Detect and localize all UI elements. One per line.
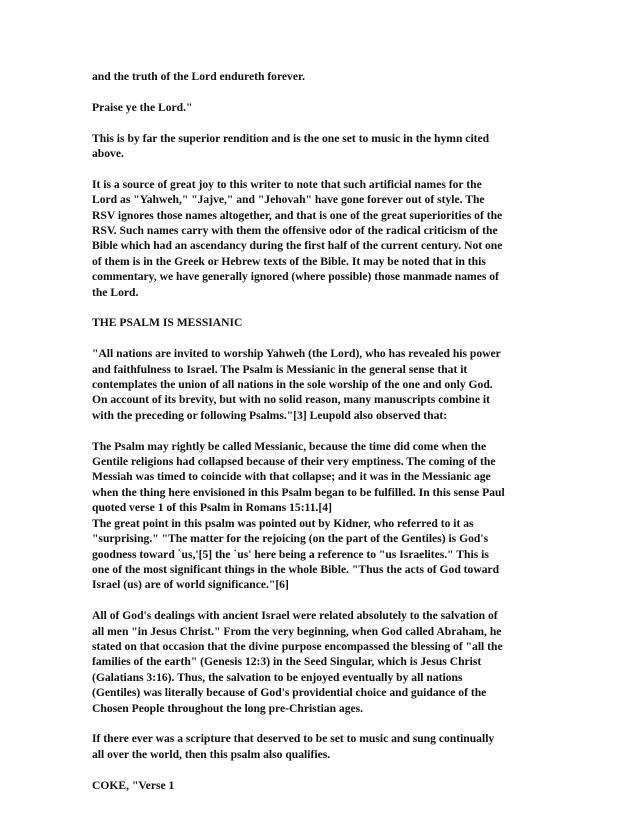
- text-line: All of God's dealings with ancient Israel were related absolutely to the salvation of: [92, 609, 498, 623]
- text-line: "surprising." "The matter for the rejoicing (on the part of the Gentiles) is God's: [92, 532, 489, 546]
- paragraph-p3: [92, 131, 547, 162]
- text-line: of them is in the Greek or Hebrew texts of the Bible. It may be noted that in this: [92, 254, 486, 268]
- text-line: with the preceding or following Psalms."[3] Leupold also observed that:: [92, 408, 448, 422]
- paragraph-p8: [92, 516, 547, 593]
- text-line: one of the most significant things in the whole Bible. "Thus the acts of God toward: [92, 562, 500, 576]
- text-line: This is by far the superior rendition and is the one set to music in the hymn cited: [92, 131, 490, 145]
- paragraph-p10: [92, 731, 547, 762]
- text-line: COKE, "Verse 1: [92, 778, 175, 792]
- paragraph-p9: [92, 608, 547, 716]
- text-line: goodness toward `us,'[5] the `us' here being a reference to "us Israelites." This is: [92, 547, 489, 561]
- text-line: Bible which had an ascendancy during the first half of the current century. Not one: [92, 239, 503, 253]
- text-line: all over the world, then this psalm also qualifies.: [92, 747, 331, 761]
- paragraph-p11: [92, 778, 547, 793]
- paragraph-p5: [92, 315, 547, 330]
- text-line: "All nations are invited to worship Yahweh (the Lord), who has revealed his power: [92, 347, 501, 361]
- text-line: when the thing here envisioned in this Psalm began to be fulfilled. In this sense Paul: [92, 485, 505, 499]
- text-line: Gentile religions had collapsed because of their very emptiness. The coming of the: [92, 455, 496, 469]
- text-line: It is a source of great joy to this writer to note that such artificial names for the: [92, 177, 482, 191]
- text-line: On account of its brevity, but with no solid reason, many manuscripts combine it: [92, 393, 490, 407]
- text-line: If there ever was a scripture that deserved to be set to music and sung continually: [92, 732, 495, 746]
- text-line: and the truth of the Lord endureth forever.: [92, 70, 305, 83]
- text-line: (Gentiles) was literally because of God's providential choice and guidance of the: [92, 686, 487, 700]
- paragraph-p1: [92, 69, 547, 84]
- text-line: (Galatians 3:16). Thus, the salvation to be enjoyed eventually by all nations: [92, 670, 463, 684]
- text-line: commentary, we have generally ignored (where possible) those manmade names of: [92, 270, 499, 284]
- text-line: Messiah was timed to coincide with that collapse; and it was in the Messianic age: [92, 470, 491, 484]
- text-line: stated on that occasion that the divine purpose encompassed the blessing of "all the: [92, 639, 503, 653]
- text-line: Israel (us) are of world significance."[6]: [92, 578, 289, 592]
- text-line: Lord as "Yahweh," "Jajve," and "Jehovah" have gone forever out of style. The: [92, 193, 485, 207]
- text-line: and faithfulness to Israel. The Psalm is Messianic in the general sense that it: [92, 362, 468, 376]
- text-line: Chosen People throughout the long pre-Christian ages.: [92, 701, 364, 715]
- text-line: Praise ye the Lord.": [92, 100, 193, 114]
- text-line: above.: [92, 147, 124, 160]
- text-line: quoted verse 1 of this Psalm in Romans 15:11.[4]: [92, 501, 332, 515]
- text-line: RSV ignores those names altogether, and that is one of the great superiorities of the: [92, 208, 503, 222]
- text-line: The Psalm may rightly be called Messianic, because the time did come when the: [92, 439, 487, 453]
- text-line: all men "in Jesus Christ." From the very beginning, when God called Abraham, he: [92, 624, 502, 638]
- paragraph-p7: [92, 439, 547, 516]
- text-line: The great point in this psalm was pointed out by Kidner, who referred to it as: [92, 516, 474, 530]
- text-line: THE PSALM IS MESSIANIC: [92, 316, 243, 330]
- document-page: [92, 69, 547, 808]
- paragraph-p4: [92, 177, 547, 300]
- paragraph-p2: [92, 100, 547, 115]
- text-line: families of the earth" (Genesis 12:3) in the Seed Singular, which is Jesus Christ: [92, 655, 482, 669]
- text-line: RSV. Such names carry with them the offensive odor of the radical criticism of the: [92, 224, 498, 238]
- text-line: contemplates the union of all nations in the sole worship of the one and only God.: [92, 378, 493, 392]
- paragraph-p6: [92, 346, 547, 423]
- text-line: the Lord.: [92, 285, 139, 299]
